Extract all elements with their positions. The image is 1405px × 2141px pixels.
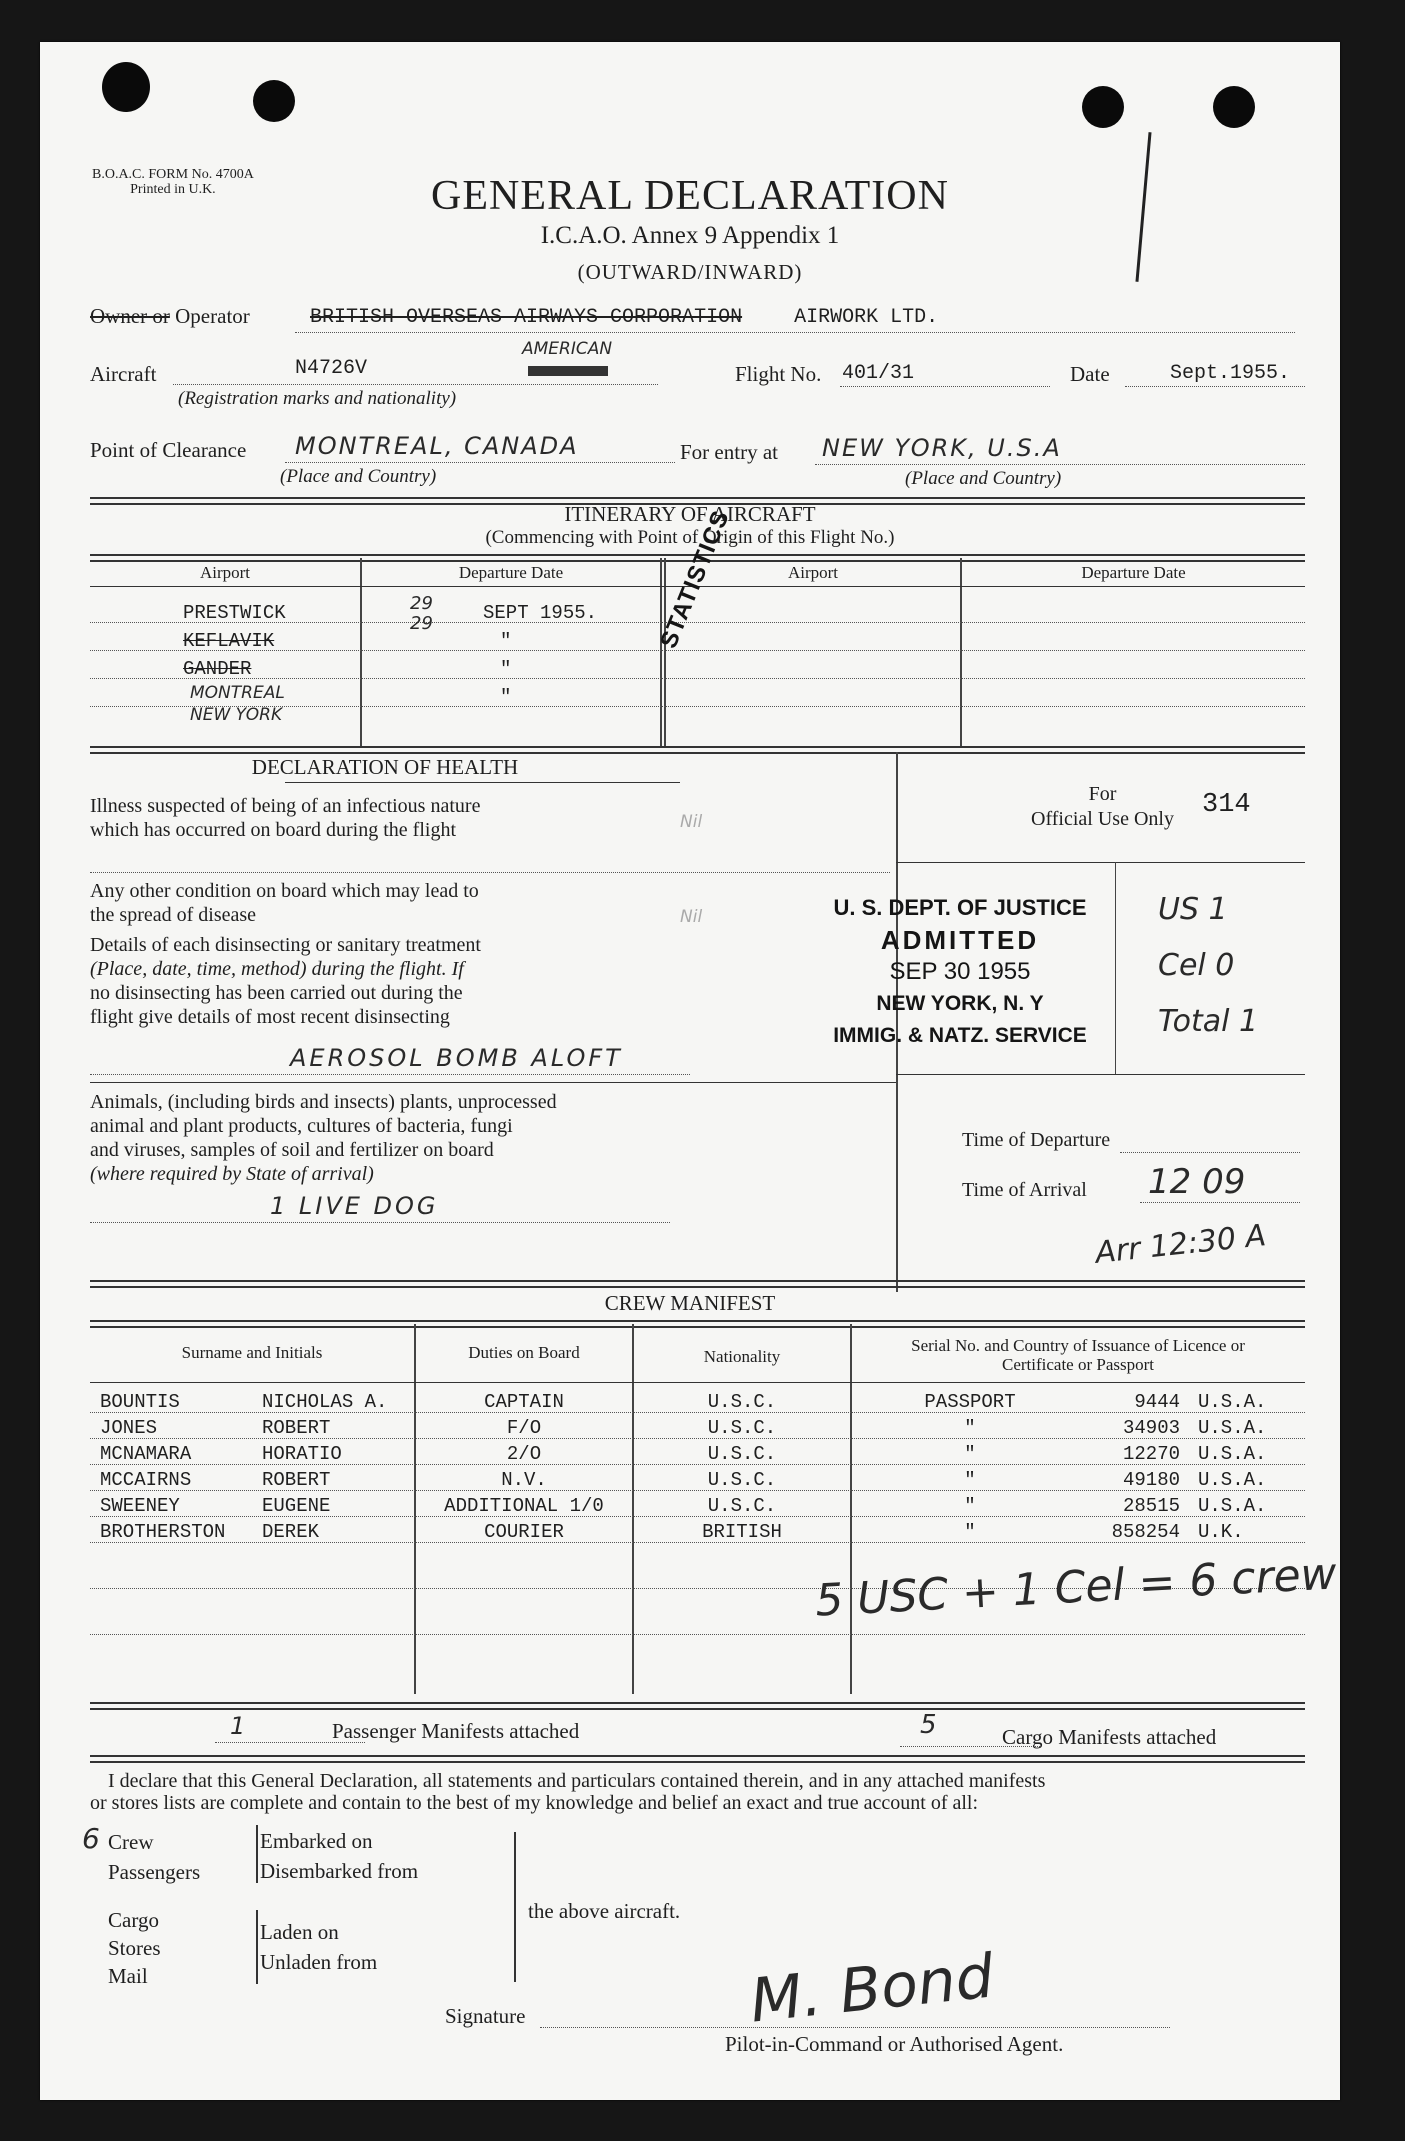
owner-label-struck: Owner or: [90, 304, 170, 328]
cargo-manifest-count: 5: [920, 1710, 937, 1740]
clearance-label: Point of Clearance: [90, 438, 247, 462]
crew-row-2-duty: F/O: [506, 1417, 542, 1439]
passenger-manifest-label: Passenger Manifests attached: [332, 1719, 580, 1743]
crew-row-6-duty: COURIER: [484, 1521, 564, 1543]
declaration-crew: Crew: [108, 1830, 154, 1854]
clearance-value: MONTREAL, CANADA: [295, 432, 579, 460]
health-illness-line1: Illness suspected of being of an infectious nature: [90, 795, 481, 817]
arrival-label: Time of Arrival: [962, 1179, 1087, 1201]
date-label: Date: [1070, 362, 1110, 386]
statistics-stamp: STATISTICS: [655, 506, 735, 653]
crew-row-2-doc: ": [964, 1417, 976, 1439]
health-animals-line1: Animals, (including birds and insects) plants, unprocessed: [90, 1091, 557, 1113]
crew-row-4-doc: ": [964, 1469, 976, 1491]
arrival-value: 12 09: [1148, 1162, 1246, 1202]
declaration-text-2: or stores lists are complete and contain to the best of my knowledge and belief an exact and true account of all:: [90, 1792, 979, 1814]
crew-row-6-doc: ": [964, 1521, 976, 1543]
health-title: DECLARATION OF HEALTH: [251, 755, 519, 779]
itinerary-col-airport-left: Airport: [199, 563, 251, 582]
health-illness-answer: Nil: [680, 812, 703, 832]
flight-label: Flight No.: [735, 362, 822, 386]
official-for-label: For: [1088, 783, 1117, 805]
crew-row-3-duty: 2/O: [506, 1443, 542, 1465]
itinerary-airport-4: MONTREAL: [190, 683, 285, 703]
itinerary-airport-2: KEFLAVIK: [183, 630, 275, 652]
crew-row-5-duty: ADDITIONAL 1/0: [444, 1495, 604, 1517]
health-disinsect-line1: Details of each disinsecting or sanitary treatment: [90, 934, 481, 956]
stamp-city: NEW YORK, N. Y: [876, 992, 1044, 1015]
document-page: [40, 42, 1340, 2100]
annex-line: I.C.A.O. Annex 9 Appendix 1: [540, 222, 840, 249]
crew-row-2-given: ROBERT: [262, 1417, 331, 1439]
punch-hole: [102, 62, 150, 112]
itinerary-day-1: 29: [410, 593, 433, 614]
crew-row-3-surname: MCNAMARA: [100, 1443, 192, 1465]
crew-row-2-country: U.S.A.: [1198, 1417, 1267, 1439]
crew-row-6-serial: 858254: [1111, 1521, 1180, 1543]
declaration-cargo: Cargo: [108, 1908, 159, 1932]
crew-row-4-country: U.S.A.: [1198, 1469, 1267, 1491]
itinerary-col-departure-left: Departure Date: [458, 563, 564, 582]
crew-row-3-nat: U.S.C.: [707, 1443, 777, 1465]
crew-row-5-given: EUGENE: [262, 1495, 331, 1517]
crew-row-3-serial: 12270: [1122, 1443, 1180, 1465]
printed-note: Printed in U.K.: [130, 182, 216, 197]
health-disinsect-answer: AEROSOL BOMB ALOFT: [290, 1044, 623, 1072]
itinerary-date-4: ": [500, 686, 512, 708]
official-note-cel: Cel 0: [1158, 948, 1235, 983]
declaration-disembarked: Disembarked from: [260, 1859, 419, 1883]
crew-title: CREW MANIFEST: [604, 1291, 776, 1315]
declaration-passengers: Passengers: [108, 1860, 201, 1884]
registration-note: (Registration marks and nationality): [178, 388, 457, 409]
crew-col-surname: Surname and Initials: [181, 1343, 323, 1362]
itinerary-col-airport-right: Airport: [787, 563, 839, 582]
official-use-label: Official Use Only: [1031, 808, 1174, 830]
stamp-service: IMMIG. & NATZ. SERVICE: [833, 1024, 1087, 1047]
itinerary-day-2: 29: [410, 613, 433, 634]
crew-row-4-surname: MCCAIRNS: [100, 1469, 192, 1491]
direction-line: (OUTWARD/INWARD): [577, 260, 803, 284]
crew-row-5-doc: ": [964, 1495, 976, 1517]
itinerary-subtitle: (Commencing with Point of Origin of this Flight No.): [485, 527, 895, 548]
health-disinsect-line3: no disinsecting has been carried out during the: [90, 982, 463, 1004]
struck-nationality: [528, 366, 608, 376]
health-disinsect-line4: flight give details of most recent disinsecting: [90, 1006, 450, 1028]
declaration-tail: the above aircraft.: [528, 1899, 681, 1923]
crew-row-1-serial: 9444: [1134, 1391, 1180, 1413]
clearance-note: (Place and Country): [280, 466, 437, 487]
operator-label: Operator: [175, 304, 250, 328]
crew-row-5-serial: 28515: [1122, 1495, 1180, 1517]
arrival-note: Arr 12:30 A: [1093, 1218, 1268, 1271]
itinerary-date-3: ": [500, 658, 512, 680]
aircraft-nationality: AMERICAN: [522, 339, 613, 359]
health-animals-answer: 1 LIVE DOG: [270, 1192, 439, 1220]
crew-row-3-doc: ": [964, 1443, 976, 1465]
itinerary-airport-5: NEW YORK: [190, 705, 283, 725]
punch-hole: [253, 80, 295, 122]
health-disinsect-line2: (Place, date, time, method) during the flight. If: [90, 958, 464, 980]
stamp-dept: U. S. DEPT. OF JUSTICE: [833, 895, 1087, 920]
crew-row-2-surname: JONES: [100, 1417, 158, 1439]
crew-row-6-given: DEREK: [262, 1521, 320, 1543]
departure-label: Time of Departure: [962, 1129, 1111, 1151]
crew-row-6-country: U.K.: [1198, 1521, 1244, 1543]
crew-col-nationality: Nationality: [703, 1347, 781, 1366]
declaration-embarked: Embarked on: [260, 1829, 373, 1853]
health-other-line1: Any other condition on board which may lead to: [90, 880, 479, 902]
declaration-stores: Stores: [108, 1936, 161, 1960]
form-title: GENERAL DECLARATION: [431, 173, 949, 219]
signature-title: Pilot-in-Command or Authorised Agent.: [725, 2032, 1064, 2056]
official-note-us: US 1: [1158, 892, 1228, 927]
crew-row-1-nat: U.S.C.: [707, 1391, 777, 1413]
crew-row-1-duty: CAPTAIN: [484, 1391, 564, 1413]
crew-row-2-serial: 34903: [1122, 1417, 1180, 1439]
crew-row-5-nat: U.S.C.: [707, 1495, 777, 1517]
declaration-laden: Laden on: [260, 1920, 339, 1944]
crew-row-1-surname: BOUNTIS: [100, 1391, 180, 1413]
itinerary-title: ITINERARY OF AIRCRAFT: [564, 502, 816, 526]
entry-label: For entry at: [680, 440, 778, 464]
date-value: Sept.1955.: [1170, 362, 1291, 385]
itinerary-col-departure-right: Departure Date: [1081, 563, 1186, 582]
crew-row-4-nat: U.S.C.: [707, 1469, 777, 1491]
declaration-mail: Mail: [108, 1964, 148, 1988]
aircraft-registration: N4726V: [295, 357, 368, 380]
declaration-unladen: Unladen from: [260, 1950, 378, 1974]
operator-extra: AIRWORK LTD.: [794, 306, 939, 329]
itinerary-airport-3: GANDER: [183, 658, 252, 680]
passenger-manifest-count: 1: [230, 1712, 246, 1740]
entry-value: NEW YORK, U.S.A: [822, 434, 1062, 462]
itinerary-airport-1: PRESTWICK: [183, 602, 286, 624]
itinerary-date-2: ": [500, 630, 512, 652]
crew-row-1-country: U.S.A.: [1198, 1391, 1267, 1413]
official-note-total: Total 1: [1158, 1004, 1259, 1039]
crew-row-4-serial: 49180: [1122, 1469, 1180, 1491]
stamp-date: SEP 30 1955: [889, 958, 1031, 985]
crew-row-3-given: HORATIO: [262, 1443, 342, 1465]
crew-total-note: 5 USC + 1 Cel = 6 crew: [814, 1548, 1338, 1627]
cargo-manifest-label: Cargo Manifests attached: [1002, 1725, 1217, 1749]
signature-label: Signature: [445, 2004, 526, 2028]
form-number: B.O.A.C. FORM No. 4700A: [92, 167, 254, 182]
operator-value: BRITISH OVERSEAS AIRWAYS CORPORATION: [310, 306, 743, 329]
crew-row-4-given: ROBERT: [262, 1469, 331, 1491]
crew-row-4-duty: N.V.: [501, 1469, 547, 1491]
crew-row-6-surname: BROTHERSTON: [100, 1521, 226, 1543]
health-other-line2: the spread of disease: [90, 904, 257, 926]
stamp-admitted: ADMITTED: [880, 925, 1040, 955]
punch-hole: [1082, 86, 1124, 128]
health-animals-line3: and viruses, samples of soil and fertilizer on board: [90, 1139, 494, 1161]
entry-note: (Place and Country): [905, 468, 1062, 489]
pilot-signature: M. Bond: [747, 1941, 997, 2037]
crew-col-duties: Duties on Board: [468, 1343, 580, 1362]
declaration-text-1: I declare that this General Declaration, all statements and particulars contained therein, and in any attached manifests: [108, 1770, 1046, 1792]
health-animals-line2: animal and plant products, cultures of bacteria, fungi: [90, 1115, 513, 1137]
crew-row-1-doc: PASSPORT: [924, 1391, 1016, 1413]
crew-row-6-nat: BRITISH: [702, 1521, 782, 1543]
health-other-answer: Nil: [680, 907, 703, 927]
official-number: 314: [1202, 790, 1251, 820]
declaration-crew-count: 6: [82, 1822, 100, 1855]
crew-col-serial: Serial No. and Country of Issuance of Licence or Certificate or Passport: [911, 1336, 1245, 1374]
health-illness-line2: which has occurred on board during the flight: [90, 819, 457, 841]
punch-hole: [1213, 86, 1255, 128]
itinerary-date-1: SEPT 1955.: [483, 602, 598, 624]
flight-number: 401/31: [842, 362, 915, 385]
health-animals-line4: (where required by State of arrival): [90, 1163, 374, 1185]
aircraft-label: Aircraft: [90, 362, 157, 386]
crew-row-2-nat: U.S.C.: [707, 1417, 777, 1439]
crew-row-1-given: NICHOLAS A.: [262, 1391, 388, 1413]
crew-row-5-country: U.S.A.: [1198, 1495, 1267, 1517]
crew-row-3-country: U.S.A.: [1198, 1443, 1267, 1465]
crew-row-5-surname: SWEENEY: [100, 1495, 180, 1517]
